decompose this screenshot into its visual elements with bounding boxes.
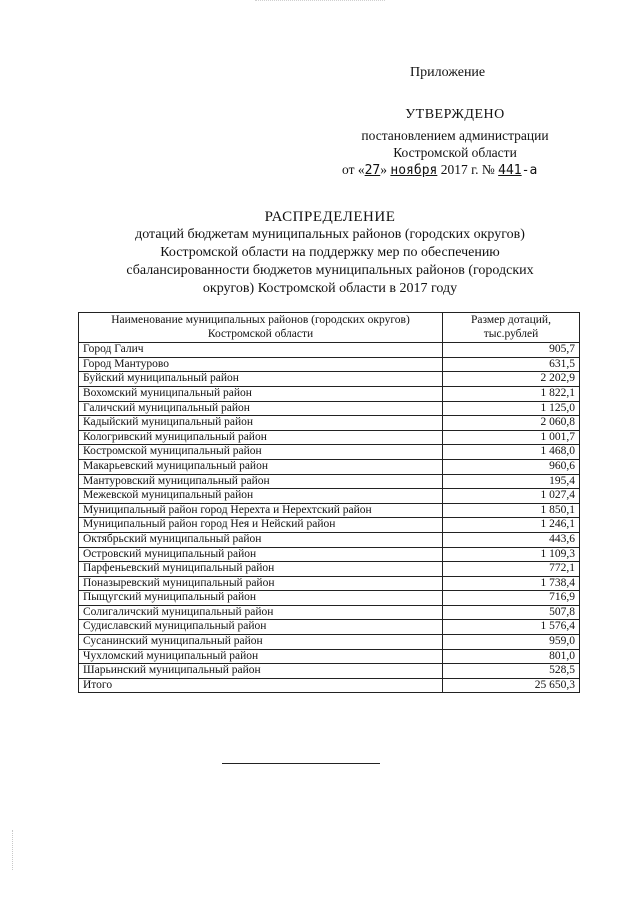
municipality-name: Макарьевский муниципальный район: [79, 459, 443, 474]
decree-quote-open: «: [357, 162, 365, 177]
subsidy-amount: 1 027,4: [443, 489, 580, 504]
subsidy-amount: 1 822,1: [443, 386, 580, 401]
municipality-name: Парфеньевский муниципальный район: [79, 562, 443, 577]
subsidy-amount: 716,9: [443, 591, 580, 606]
subsidy-amount: 2 202,9: [443, 372, 580, 387]
table-row: [79, 445, 580, 460]
table-row: [79, 518, 580, 533]
municipality-name: Вохомский муниципальный район: [79, 386, 443, 401]
municipality-name: Мантуровский муниципальный район: [79, 474, 443, 489]
municipality-name: Город Мантурово: [79, 357, 443, 372]
municipality-name: Судиславский муниципальный район: [79, 620, 443, 635]
table-row: [79, 591, 580, 606]
subsidy-amount: 905,7: [443, 343, 580, 358]
table-row: [79, 416, 580, 431]
column-header-amount: Размер дотаций, тыс.рублей: [443, 313, 580, 343]
decree-number-sign: №: [481, 162, 495, 177]
subsidy-amount: 195,4: [443, 474, 580, 489]
subsidy-amount: 1 125,0: [443, 401, 580, 416]
table-row: [79, 401, 580, 416]
table-row: [79, 474, 580, 489]
decree-year: 2017 г.: [440, 162, 479, 177]
approved-heading: УТВЕРЖДЕНО: [405, 107, 505, 122]
document-subtitle-line: Костромской области на поддержку мер по обеспечению: [160, 245, 500, 260]
subsidy-amount: 960,6: [443, 459, 580, 474]
municipality-name: Кологривский муниципальный район: [79, 430, 443, 445]
document-subtitle-line: сбалансированности бюджетов муниципальных районов (городских: [126, 263, 534, 278]
scan-margin-artifact: [12, 830, 14, 870]
municipality-name: Межевской муниципальный район: [79, 489, 443, 504]
table-row: [79, 532, 580, 547]
decree-day: 27: [364, 163, 381, 178]
appendix-label: Приложение: [410, 65, 486, 80]
municipality-name: Город Галич: [79, 343, 443, 358]
total-amount: 25 650,3: [443, 678, 580, 693]
document-title-block: [80, 208, 580, 298]
table-row: [79, 343, 580, 358]
municipality-name: Поназыревский муниципальный район: [79, 576, 443, 591]
municipality-name: Муниципальный район город Нея и Нейский район: [79, 518, 443, 533]
table-row: [79, 489, 580, 504]
decree-month: ноября: [390, 163, 438, 178]
municipality-name: Пыщугский муниципальный район: [79, 591, 443, 606]
table-row: [79, 430, 580, 445]
table-body: [79, 343, 580, 693]
table-row: [79, 547, 580, 562]
municipality-name: Чухломский муниципальный район: [79, 649, 443, 664]
scan-artifact: [255, 0, 385, 7]
table-row: [79, 562, 580, 577]
table-total-row: [79, 678, 580, 693]
total-label: Итого: [79, 678, 443, 693]
subsidy-amount: 507,8: [443, 605, 580, 620]
subsidy-amount: 1 001,7: [443, 430, 580, 445]
table-row: [79, 576, 580, 591]
decree-number-suffix: -а: [521, 163, 538, 178]
decree-from: от: [342, 162, 355, 177]
subsidy-amount: 1 468,0: [443, 445, 580, 460]
subsidy-distribution-table: [78, 312, 580, 693]
table-row: [79, 372, 580, 387]
subsidy-amount: 443,6: [443, 532, 580, 547]
subsidy-amount: 2 060,8: [443, 416, 580, 431]
approval-block: [340, 106, 570, 179]
subsidy-amount: 959,0: [443, 635, 580, 650]
municipality-name: Солигаличский муниципальный район: [79, 605, 443, 620]
subsidy-amount: 528,5: [443, 664, 580, 679]
subsidy-amount: 1 576,4: [443, 620, 580, 635]
approved-by-line: постановлением администрации: [361, 128, 549, 143]
table-row: [79, 357, 580, 372]
subsidy-amount: 1 246,1: [443, 518, 580, 533]
table-header-row: [79, 313, 580, 343]
municipality-name: Галичский муниципальный район: [79, 401, 443, 416]
table-row: [79, 503, 580, 518]
table-row: [79, 459, 580, 474]
table-row: [79, 386, 580, 401]
municipality-name: Кадыйский муниципальный район: [79, 416, 443, 431]
document-title: РАСПРЕДЕЛЕНИЕ: [264, 209, 396, 225]
municipality-name: Сусанинский муниципальный район: [79, 635, 443, 650]
decree-number: 441: [498, 163, 522, 178]
municipality-name: Островский муниципальный район: [79, 547, 443, 562]
municipality-name: Буйский муниципальный район: [79, 372, 443, 387]
approved-by-region: Костромской области: [393, 145, 517, 160]
subsidy-amount: 1 738,4: [443, 576, 580, 591]
table-row: [79, 664, 580, 679]
decree-quote-close: »: [380, 162, 388, 177]
table-row: [79, 635, 580, 650]
subsidy-amount: 801,0: [443, 649, 580, 664]
municipality-name: Муниципальный район город Нерехта и Нерехтский район: [79, 503, 443, 518]
table-row: [79, 649, 580, 664]
municipality-name: Костромской муниципальный район: [79, 445, 443, 460]
document-subtitle-line: округов) Костромской области в 2017 году: [202, 281, 458, 296]
column-header-name: Наименование муниципальных районов (городских округов) Костромской области: [79, 313, 443, 343]
decree-reference: [342, 161, 570, 179]
subsidy-amount: 631,5: [443, 357, 580, 372]
document-subtitle-line: дотаций бюджетам муниципальных районов (городских округов): [135, 227, 525, 242]
table-row: [79, 605, 580, 620]
subsidy-amount: 1 109,3: [443, 547, 580, 562]
subsidy-amount: 1 850,1: [443, 503, 580, 518]
table-row: [79, 620, 580, 635]
closing-rule: [222, 763, 380, 764]
municipality-name: Октябрьский муниципальный район: [79, 532, 443, 547]
municipality-name: Шарьинский муниципальный район: [79, 664, 443, 679]
subsidy-amount: 772,1: [443, 562, 580, 577]
